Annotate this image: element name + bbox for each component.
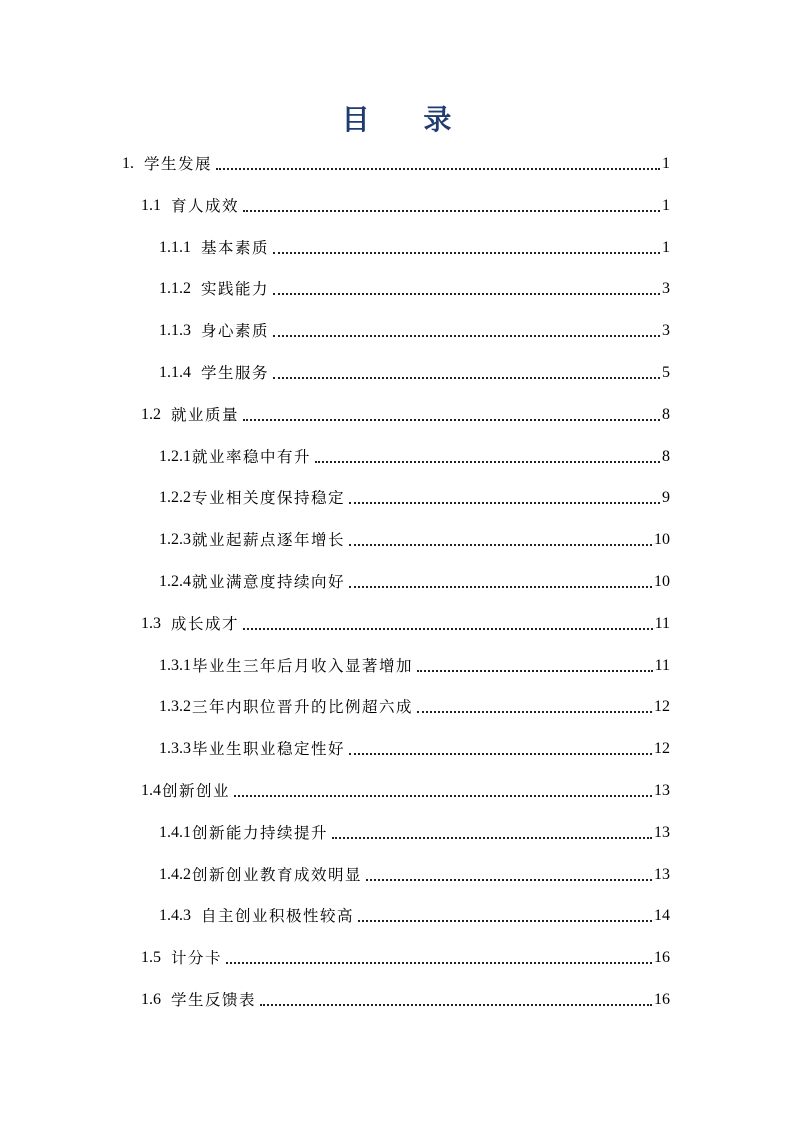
toc-leader-dots <box>273 335 660 337</box>
toc-entry-1-1-4[interactable] <box>159 357 670 383</box>
toc-entry-text: 学生反馈表 <box>171 991 257 1009</box>
toc-leader-dots <box>243 628 653 630</box>
toc-entry-page-number: 11 <box>654 656 670 674</box>
toc-leader-dots <box>273 252 660 254</box>
toc-leader-dots <box>366 879 652 881</box>
toc-entry-page-number: 1 <box>662 196 670 214</box>
toc-entry-text: 计分卡 <box>171 949 223 968</box>
toc-entry-page-number: 16 <box>654 949 670 967</box>
toc-leader-dots <box>243 210 660 212</box>
toc-leader-dots <box>358 920 652 922</box>
toc-entry-number: 1.3.1 <box>159 656 191 674</box>
toc-entry-number: 1.4.1 <box>159 823 191 841</box>
toc-entry-1-4[interactable] <box>141 775 670 801</box>
toc-leader-dots <box>349 586 652 588</box>
toc-entry-number: 1.1 <box>141 196 161 214</box>
toc-entry-number: 1.6 <box>141 991 161 1008</box>
toc-entry-1-1-3[interactable] <box>159 315 670 341</box>
toc-entry-number: 1. <box>122 155 134 172</box>
toc-entry-1-3-1[interactable] <box>159 650 670 676</box>
toc-entry-text: 育人成效 <box>171 196 240 215</box>
toc-entry-page-number: 8 <box>662 405 670 423</box>
toc-entry-text: 学生服务 <box>201 364 270 382</box>
toc-entry-page-number: 12 <box>654 698 670 716</box>
toc-entry-1-2-1[interactable] <box>159 441 670 467</box>
toc-entry-text: 成长成才 <box>171 614 240 633</box>
toc-entry-text: 就业质量 <box>171 405 240 424</box>
toc-title: 目 录 <box>341 103 474 136</box>
toc-entry-1[interactable] <box>122 148 670 174</box>
toc-entry-page-number: 11 <box>654 614 670 632</box>
toc-entry-number: 1.4.2 <box>159 865 191 883</box>
toc-leader-dots <box>417 670 653 672</box>
toc-leader-dots <box>226 962 652 964</box>
toc-entry-text: 自主创业积极性较高 <box>201 907 355 926</box>
toc-entry-text: 创新能力持续提升 <box>192 823 329 842</box>
toc-entry-text: 基本素质 <box>201 238 270 257</box>
toc-entry-1-1-2[interactable] <box>159 273 670 299</box>
toc-entry-number: 1.1.2 <box>159 280 191 298</box>
toc-entry-text: 实践能力 <box>201 280 270 299</box>
toc-entry-number: 1.1.4 <box>159 364 191 381</box>
toc-entry-page-number: 5 <box>662 364 670 381</box>
toc-leader-dots <box>315 461 660 463</box>
toc-entry-1-1-1[interactable] <box>159 232 670 258</box>
toc-entry-number: 1.3.2 <box>159 698 191 716</box>
toc-leader-dots <box>349 502 660 504</box>
toc-leader-dots <box>349 544 652 546</box>
toc-entry-page-number: 10 <box>654 531 670 549</box>
toc-entry-1-3-3[interactable] <box>159 733 670 759</box>
toc-entry-1-2-4[interactable] <box>159 566 670 592</box>
toc-leader-dots <box>349 753 652 755</box>
toc-entry-page-number: 3 <box>662 280 670 298</box>
toc-entry-page-number: 1 <box>662 155 670 172</box>
toc-entry-text: 创新创业教育成效明显 <box>192 865 363 884</box>
toc-entry-page-number: 8 <box>662 447 670 465</box>
toc-leader-dots <box>273 377 660 379</box>
toc-entry-text: 创新创业 <box>162 782 231 800</box>
toc-entry-1-2[interactable] <box>141 399 670 425</box>
toc-entry-1-1[interactable] <box>141 190 670 216</box>
toc-entry-page-number: 1 <box>662 238 670 256</box>
toc-entry-text: 毕业生职业稳定性好 <box>192 740 346 759</box>
toc-entry-number: 1.5 <box>141 949 161 967</box>
toc-leader-dots <box>243 419 660 421</box>
toc-entry-text: 就业满意度持续向好 <box>192 573 346 591</box>
toc-entry-page-number: 14 <box>654 907 670 925</box>
toc-entry-number: 1.3.3 <box>159 740 191 758</box>
toc-entry-text: 三年内职位晋升的比例超六成 <box>192 698 414 717</box>
toc-entry-1-3-2[interactable] <box>159 691 670 717</box>
toc-entry-text: 毕业生三年后月收入显著增加 <box>192 656 414 675</box>
toc-entry-text: 学生发展 <box>144 155 213 173</box>
toc-entry-1-2-3[interactable] <box>159 524 670 550</box>
toc-entry-1-4-1[interactable] <box>159 817 670 843</box>
toc-entry-number: 1.2 <box>141 405 161 423</box>
toc-leader-dots <box>417 711 652 713</box>
toc-entry-page-number: 12 <box>654 740 670 758</box>
toc-leader-dots <box>260 1004 652 1006</box>
toc-entry-text: 就业起薪点逐年增长 <box>192 531 346 550</box>
toc-entry-1-5[interactable] <box>141 942 670 968</box>
toc-entry-page-number: 9 <box>662 489 670 507</box>
toc-entry-page-number: 13 <box>654 782 670 799</box>
toc-entry-text: 专业相关度保持稳定 <box>192 489 346 508</box>
toc-entry-page-number: 13 <box>654 823 670 841</box>
toc-entry-page-number: 13 <box>654 865 670 883</box>
toc-entry-text: 就业率稳中有升 <box>192 447 312 466</box>
toc-entry-page-number: 10 <box>654 573 670 590</box>
toc-entry-1-6[interactable] <box>141 984 670 1010</box>
toc-entry-1-3[interactable] <box>141 608 670 634</box>
toc-leader-dots <box>234 795 652 797</box>
toc-leader-dots <box>332 837 652 839</box>
toc-entry-text: 身心素质 <box>201 322 270 341</box>
toc-entry-page-number: 16 <box>654 991 670 1008</box>
toc-entry-1-4-2[interactable] <box>159 859 670 885</box>
toc-leader-dots <box>273 293 660 295</box>
toc-entry-number: 1.3 <box>141 614 161 632</box>
toc-entry-number: 1.4.3 <box>159 907 191 925</box>
toc-entry-number: 1.2.1 <box>159 447 191 465</box>
toc-entry-number: 1.2.2 <box>159 489 191 507</box>
toc-entry-number: 1.2.4 <box>159 573 191 590</box>
toc-leader-dots <box>216 168 660 170</box>
toc-entry-number: 1.4 <box>141 782 161 799</box>
toc-entry-1-2-2[interactable] <box>159 482 670 508</box>
toc-entry-number: 1.1.1 <box>159 238 191 256</box>
toc-entry-page-number: 3 <box>662 322 670 340</box>
toc-entry-number: 1.1.3 <box>159 322 191 340</box>
toc-entry-number: 1.2.3 <box>159 531 191 549</box>
toc-entry-1-4-3[interactable] <box>159 900 670 926</box>
